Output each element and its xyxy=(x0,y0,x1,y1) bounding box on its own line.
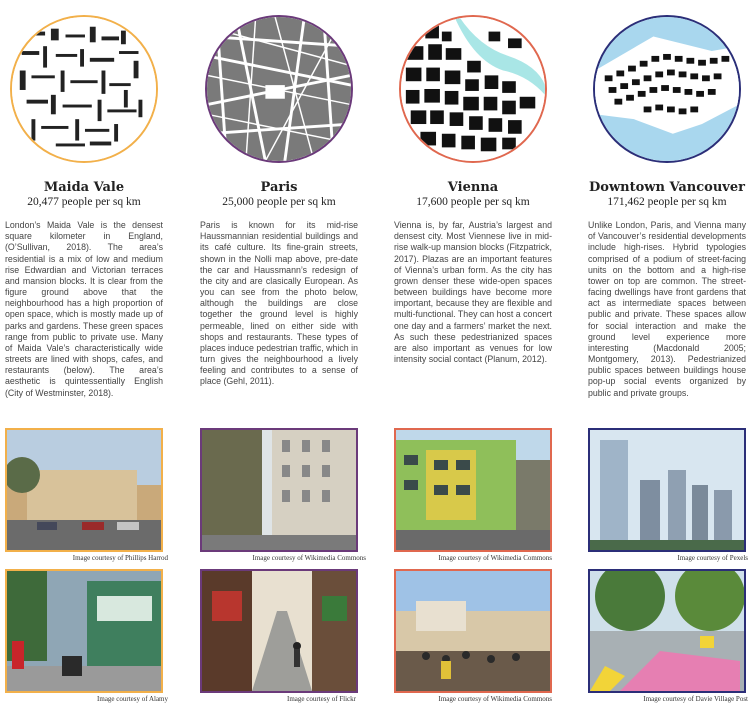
figure-ground-map-paris xyxy=(205,15,353,163)
street-photo-image xyxy=(202,571,356,691)
image-credit: Image courtesy of Alamy xyxy=(97,695,168,703)
column-vancouver xyxy=(588,0,750,714)
column-paris xyxy=(200,0,370,714)
description-text: Paris is known for its mid-rise Haussmannian residential buildings and its café culture. Its fine-grain streets, shown in the Nolli map above, pre-date the car and Haussmann’s redesign of the city and are clasically European. As you can see from the photo below, although the buildings are close together the ground level is highly permeable, lined on either side with shops and restaurants. These types of places induce pedestrian traffic, which in turn gives the neighbourhood a lively feeling and contributes to a sense of place (Gehl, 2011). xyxy=(200,220,358,387)
population-density: 17,600 people per sq km xyxy=(416,196,530,208)
population-density: 171,462 people per sq km xyxy=(607,196,727,208)
street-photo-image xyxy=(396,571,550,691)
figure-ground-map-maida-vale xyxy=(10,15,158,163)
description-text: Vienna is, by far, Austria’s largest and densest city. Most Viennese live in mid-rise walk-up mansion blocks (Fitzpatrick, 2017). Plazas are an important features of Vienna’s urban form. As the city has grown denser these wide-open spaces between buildings have become more important, because they are flexible and multi-functional. They can host a concert one day and a farmers’ market the next. As such these pedestrianized spaces are also important as venues for low intensity social contact (Planum, 2012). xyxy=(394,220,552,365)
figure-ground-map-svg xyxy=(401,17,545,161)
street-photo-top xyxy=(200,428,358,552)
population-density: 20,477 people per sq km xyxy=(27,196,141,208)
population-density: 25,000 people per sq km xyxy=(222,196,336,208)
image-credit: Image courtesy of Wikimedia Commons xyxy=(252,554,366,562)
image-credit: Image courtesy of Davie Village Post xyxy=(643,695,748,703)
column-vienna xyxy=(394,0,564,714)
image-credit: Image courtesy of Wikimedia Commons xyxy=(438,554,552,562)
street-photo-image xyxy=(202,430,356,550)
image-credit: Image courtesy of Pexels xyxy=(677,554,748,562)
figure-ground-map-svg xyxy=(12,17,156,161)
column-maida-vale xyxy=(5,0,175,714)
street-photo-bottom xyxy=(588,569,746,693)
description-text: Unlike London, Paris, and Vienna many of Vancouver’s residential developments include high-rises. Hybrid typologies comprised of a podium of street-facing units on the bottom and a high-rise tower on top are common. The street-facing dwellings have front gardens that act as intermediate spaces between public and private. These spaces allow for social interaction and make the ground level experience more interesting (Macdonald 2005; Montgomery, 2013). Pedestrianized public spaces between buildings house pop-up social events organized by public and private groups. xyxy=(588,220,746,398)
street-photo-image xyxy=(590,430,744,550)
city-title: Paris xyxy=(260,180,298,195)
street-photo-bottom xyxy=(394,569,552,693)
image-credit: Image courtesy of Flickr xyxy=(286,695,356,703)
figure-ground-map-vancouver xyxy=(593,15,741,163)
image-credit: Image courtesy of Phillips Harrod xyxy=(72,554,168,562)
city-title: Maida Vale xyxy=(43,180,125,195)
street-photo-bottom xyxy=(5,569,163,693)
figure-ground-map-svg xyxy=(207,17,351,161)
street-photo-top xyxy=(588,428,746,552)
city-title: Vienna xyxy=(447,180,499,195)
figure-ground-map-svg xyxy=(595,17,739,161)
city-title: Downtown Vancouver xyxy=(589,180,745,195)
street-photo-image xyxy=(590,571,744,691)
street-photo-bottom xyxy=(200,569,358,693)
figure-ground-map-vienna xyxy=(399,15,547,163)
street-photo-image xyxy=(7,571,161,691)
street-photo-image xyxy=(7,430,161,550)
image-credit: Image courtesy of Wikimedia Commons xyxy=(438,695,552,703)
street-photo-top xyxy=(5,428,163,552)
street-photo-image xyxy=(396,430,550,550)
street-photo-top xyxy=(394,428,552,552)
description-text: London’s Maida Vale is the densest square kilometer in England, (O’Sullivan, 2018). The area’s residential is a mix of low and medium rise Edwardian and Victorian terraces and mansion blocks. It is clear from the figure ground above that the neighbourhood has a high proportion of open space, which is mostly made up of parks and gardens. These green spaces range from public to private use. Many of Maida Vale’s characteristically wide streets are lined with shops, cafes, and restaurants (below). The area’s aesthetic is quintessentially English (City of Westminster, 2018). xyxy=(5,220,163,398)
